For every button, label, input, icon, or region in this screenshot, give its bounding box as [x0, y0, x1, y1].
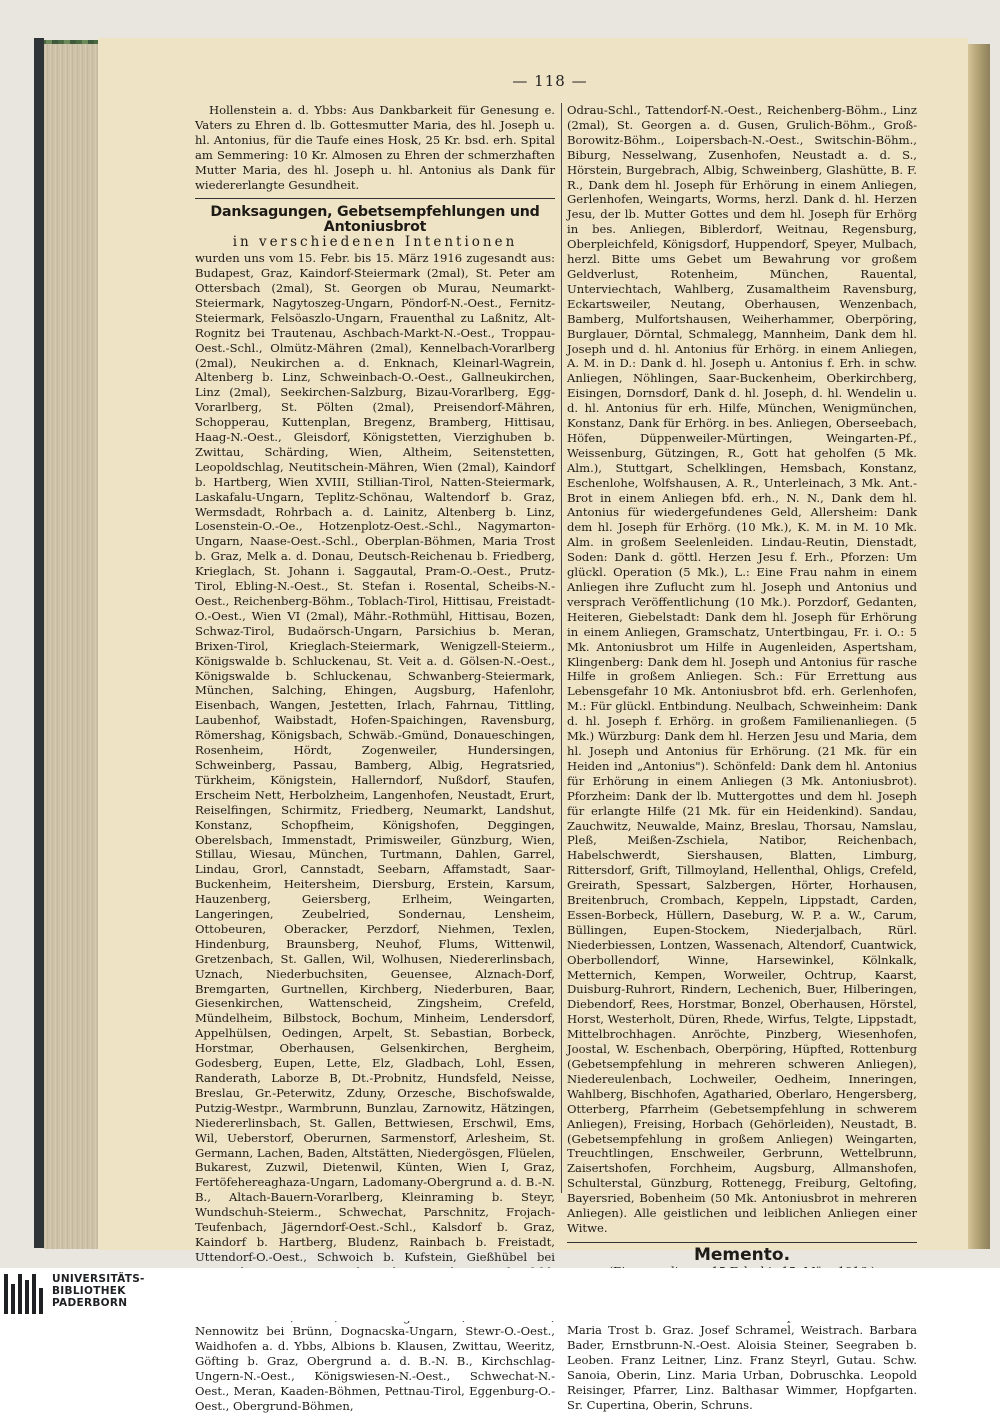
column-divider	[561, 103, 562, 1193]
library-logo-icon	[4, 1274, 48, 1314]
donor-list-continued: Odrau-Schl., Tattendorf-N.-Oest., Reichenberg-Böhm., Linz (2mal), St. Georgen a. d. Gusen, Grulich-Böhm., Groß-Borowitz-Böhm., Loipersbach-N.-Oest., Switschin-Böhm., Biburg, Nesselwang, Zusenhofen, Neustadt a. d. S., Hörstein, Burgebrach, Albig, Schweinberg, Glashütte, B. F. R., Dank dem hl. Joseph für Erhörung in einem Anliegen, Gerlenhofen, Weingarts, Worms, herzl. Dank d. hl. Herzen Jesu, der lb. Mutter Gottes und dem hl. Joseph für Erhörg in bes. Anliegen, Biblerdorf, Weitnau, Regensburg, Oberpleichfeld, Königsdorf, Huppendorf, Speyer, Mulbach, herzl. Bitte ums Gebet um Bewahrung vor großem Geldverlust, Rotenheim, München, Rauental, Unterviechtach, Wahlberg, Zusamaltheim Ravensburg, Eckartsweiler, Neutang, Oberhausen, Wenzenbach, Bamberg, Mulfortshausen, Weiherhammer, Oberpöring, Burglauer, Dörntal, Schmalegg, Mannheim, Dank dem hl. Joseph und d. hl. Antonius für Erhörg. in einem Anliegen, A. M. in D.: Dank d. hl. Joseph u. Antonius f. Erh. in schw. Anliegen, Nöhlingen, Saar-Buckenheim, Oberkirchberg, Eisingen, Dornsdorf, Dank d. hl. Joseph, d. hl. Wendelin u. d. hl. Antonius für erh. Hilfe, München, Wenigmünchen, Konstanz, Dank für Erhörg. in bes. Anliegen, Oberseebach, Höfen, Düppenweiler-Mürtingen, Weingarten-Pf., Weissenburg, Gützingen, R., Gott hat geholfen (5 Mk. Alm.), Stuttgart, Schelklingen, Hemsbach, Konstanz, Eschenlohe, Wolfshausen, A. R., Unterleinach, 3 Mk. Ant.-Brot in einem Anliegen bfd. erh., N. N., Dank dem hl. Antonius für wiedergefundenes Geld, Allersheim: Dank dem hl. Joseph für Erhörg. (10 Mk.), K. M. in M. 10 Mk. Alm. in großem Seelenleiden. Lindau-Reutin, Dienstadt, Soden: Dank d. göttl. Herzen Jesu f. Erh., Pforzen: Um glückl. Operation (5 Mk.), L.: Eine Frau nahm in einem Anliegen ihre Zuflucht zum hl. Joseph und Antonius und versprach Veröffentlichung (10 Mk.). Porzdorf, Gedanten, Heiteren, Giebelstadt: Dank dem hl. Joseph für Erhörung in einem Anliegen, Gramschatz, Untertbingau, Fr. i. O.: 5 Mk. Antoniusbrot um Hilfe in Augenleiden, Aspertsham, Klingenberg: Dank dem hl. Joseph und Antonius für rasche Hilfe in großem Anliegen. Sch.: Für Errettung aus Lebensgefahr 10 Mk. Antoniusbrot bfd. erh. Gerlenhofen, M.: Für glückl. Entbindung. Neulbach, Schweinheim: Dank d. hl. Joseph f. Erhörg. in großem Familienanliegen. (5 Mk.) Würzburg: Dank dem hl. Herzen Jesu und Maria, dem hl. Joseph und Antonius für Erhörung. (21 Mk. für ein Heiden ind „Antonius"). Schönfeld: Dank dem hl. Antonius für Erhörung in einem Anliegen (3 Mk. Antoniusbrot). Pforzheim: Dank der lb. Muttergottes und dem hl. Joseph für erlangte Hilfe (21 Mk. für ein Heidenkind). Sandau, Zauchwitz, Neuwalde, Mainz, Breslau, Thorsau, Namslau, Pleß, Meißen-Zschiela, Natibor, Reichenbach, Habelschwerdt, Siershausen, Blatten, Limburg, Rittersdorf, Grift, Tillmoyland, Hellenthal, Ohligs, Crefeld, Greirath, Spessart, Salzbergen, Hörter, Horhausen, Breitenbruch, Crombach, Keppeln, Lippstadt, Carden, Essen-Borbeck, Hüllern, Daseburg, W. P. a. W., Carum, Büllingen, Eupen-Stockem, Niederjalbach, Rürl. Niederbiessen, Lontzen, Wassenach, Altendorf, Cuantwick, Oberbollendorf, Winne, Harsewinkel, Kölnkalk, Metternich, Kempen, Worweiler, Ochtrup, Kaarst, Duisburg-Ruhrort, Rindern, Lechenich, Buer, Hilberingen, Diebendorf, Rees, Horstmar, Bonzel, Oberhausen, Hörstel, Horst, Westerholt, Düren, Rhede, Wirfus, Telgte, Lippstadt, Mittelbrochhagen. Anröchte, Pinzberg, Wiesenhofen, Joostal, W. Eschenbach, Oberpöring, Hüpfted, Rottenburg (Gebetsempfehlung in mehreren schweren Anliegen), Niedereulenbach, Lochweiler, Oedheim, Inneringen, Wahlberg, Bischhofen, Agatharied, Oberlaro, Hengersberg, Otterberg, Pfarrheim (Gebetsempfehlung in schwerem Anliegen), Freising, Horbach (Gehörleiden), Neustadt, B. (Gebetsempfehlung in großem Anliegen) Weingarten, Treuchtlingen, Enschweiler, Gerbrunn, Wettelbrunn, Zaisertshofen, Forchheim, Augsburg, Allmanshofen, Schulterstal, Günzburg, Rottenegg, Freiburg, Geltofing, Bayersried, Bobenheim (50 Mk. Antoniusbrot in mehreren Anliegen). Alle geistlichen und leiblichen Anliegen einer Witwe.	[567, 103, 917, 1235]
page-number: — 118 —	[512, 72, 588, 90]
page-stack-edges	[44, 44, 98, 1249]
logo-line-1: UNIVERSITÄTS-	[52, 1273, 145, 1285]
donor-list-text: wurden uns vom 15. Febr. bis 15. März 1916 zugesandt aus: Budapest, Graz, Kaindorf-Steiermark (2mal), St. Peter am Ottersbach (2mal), St. Georgen ob Murau, Neumarkt-Steiermark, Nagytoszeg-Ungarn, Pöndorf-N.-Oest., Fernitz-Steiermark, Felsöaszlo-Ungarn, Frauenthal zu Laßnitz, Alt-Rognitz bei Trautenau, Aschbach-Markt-N.-Oest., Troppau-Oest.-Schl., Olmütz-Mähren (2mal), Kennelbach-Vorarlberg (2mal), Neukirchen a. d. Enknach, Kleinarl-Wagrein, Altenberg b. Linz, Schweinbach-O.-Oest., Gallneukirchen, Linz (2mal), Seekirchen-Salzburg, Bizau-Vorarlberg, Egg-Vorarlberg, St. Pölten (2mal), Preisendorf-Mähren, Schopperau, Kuttenplan, Bregenz, Bramberg, Hittisau, Haag-N.-Oest., Gleisdorf, Königstetten, Vierzighuben b. Zwittau, Schärding, Wien, Altheim, Seitenstetten, Leopoldschlag, Neutitschein-Mähren, Wien (2mal), Kaindorf b. Hartberg, Wien XVIII, Stillian-Tirol, Natten-Steiermark, Laskafalu-Ungarn, Teplitz-Schönau, Waltendorf b. Graz, Wermsdadt, Rohrbach a. d. Lainitz, Altenberg b. Linz, Losenstein-O.-Oe., Hotzenplotz-Oest.-Schl., Nagymarton-Ungarn, Naase-Oest.-Schl., Oberplan-Böhmen, Maria Trost b. Graz, Melk a. d. Donau, Deutsch-Reichenau b. Friedberg, Krieglach, St. Johann i. Saggautal, Pram-O.-Oest., Prutz-Tirol, Ebling-N.-Oest., St. Stefan i. Rosental, Scheibs-N.-Oest., Reichenberg-Böhm., Toblach-Tirol, Hittisau, Freistadt-O.-Oest., Wien VI (2mal), Mähr.-Rothmühl, Hittisau, Bozen, Schwaz-Tirol, Budaörsch-Ungarn, Parsichius b. Meran, Brixen-Tirol, Krieglach-Steiermark, Wenigzell-Steierm., Königswalde b. Schluckenau, St. Veit a. d. Gölsen-N.-Oest., Königswalde b. Schluckenau, Schwanberg-Steiermark, München, Salching, Ehingen, Augsburg, Hafenlohr, Eisenbach, Wangen, Jestetten, Irlach, Fahrnau, Tittling, Laubenhof, Waibstadt, Hofen-Spaichingen, Ravensburg, Römershag, Königsbach, Schwäb.-Gmünd, Donaueschingen, Rosenheim, Hördt, Zogenweiler, Hundersingen, Schweinberg, Passau, Bamberg, Albig, Hegratsried, Türkheim, Königstein, Hallerndorf, Nußdorf, Staufen, Erscheim Nett, Herbolzheim, Langenhofen, Neustadt, Erurt, Reiselfingen, Schirmitz, Friedberg, Neumarkt, Landshut, Konstanz, Schopfheim, Königshofen, Deggingen, Oberelsbach, Immenstadt, Primisweiler, Günzburg, Wien, Stillau, Wiesau, München, Turtmann, Dahlen, Garrel, Lindau, Grorl, Cannstadt, Seebarn, Affamstadt, Saar-Buckenheim, Heitersheim, Diersburg, Erstein, Karsum, Hauzenberg, Geiersberg, Erlheim, Weingarten, Langeringen, Zeubelried, Sondernau, Lensheim, Ottobeuren, Oberacker, Perzdorf, Niehmen, Texlen, Hindenburg, Braunsberg, Neuhof, Flums, Wittenwil, Gretzenbach, St. Gallen, Wil, Wolhusen, Niedererlinsbach, Uznach, Niederbuchsiten, Geuensee, Alznach-Dorf, Bremgarten, Gurtnellen, Kirchberg, Niederburen, Baar, Giesenkirchen, Wattenscheid, Zingsheim, Crefeld, Mündelheim, Bilbstock, Bochum, Minheim, Lendersdorf, Appelhülsen, Oedingen, Arpelt, St. Sebastian, Borbeck, Horstmar, Oberhausen, Gelsenkirchen, Bergheim, Godesberg, Eupen, Lette, Elz, Gladbach, Lohl, Essen, Randerath, Laborze B, Dt.-Probnitz, Hundsfeld, Neisse, Breslau, Gr.-Peterwitz, Zduny, Orzesche, Bischofswalde, Putzig-Westpr., Warmbrunn, Bunzlau, Zarnowitz, Hätzingen, Niedererlinsbach, St. Gallen, Bettwiesen, Erschwil, Ems, Wil, Ueberstorf, Oberurnen, Sarmenstorf, Arlesheim, St. Germann, Lachen, Baden, Altstätten, Niedergösgen, Flüelen, Bukarest, Zuzwil, Dietenwil, Künten, Wien I, Graz, Fertöfehereaghaza-Ungarn, Ladomany-Obergrund a. d. B.-N. B., Altach-Bauern-Vorarlberg, Kleinraming b. Steyr, Wundschuh-Steierm., Schwechat, Parschnitz, Frojach-Teufenbach, Jägerndorf-Oest.-Schl., Kalsdorf b. Graz, Kaindorf b. Hartberg, Bludenz, Rainbach b. Freistadt, Uttendorf-O.-Oest., Schwoich b. Kufstein, Gießhübel bei Nennowitz bei Brünn, Dognacska-Ungarn, Stewr-O.-Oest., Waidhofen a. d. Ybbs, Albions b. Klausen, Zwittau, Weeritz, Göfting b. Graz, Obergrund a. d. B.-N. B., Kirchschlag-Ungern-N.-Oest., Königswiesen-N.-Oest., Schwechat-N.-Oest., Meran, Kaaden-Böhmen, Pettnau-Tirol, Eggenburg-O.-Oest., Obergrund-Böhmen,	[195, 251, 555, 1413]
footer-bar	[0, 1268, 1000, 1321]
section-heading: Danksagungen, Gebetsempfehlungen und Antoniusbrot	[195, 198, 555, 235]
intro-paragraph: Hollenstein a. d. Ybbs: Aus Dankbarkeit für Genesung e. Vaters zu Ehren d. lb. Gottesmutter Maria, des hl. Joseph u. hl. Antonius, für die Taufe eines Hosk, 25 Kr. bsd. erh. Spital am Semmering: 10 Kr. Almosen zu Ehren der schmerzhaften Mutter Maria, des hl. Joseph u. hl. Antonius als Dank für wiedererlangte Gesundheit.	[195, 103, 555, 192]
logo-line-3: PADERBORN	[52, 1297, 128, 1309]
left-column	[195, 103, 555, 1414]
book-cover-right	[968, 44, 990, 1249]
library-logo-text	[52, 1273, 145, 1309]
book-spine	[34, 38, 44, 1248]
memento-title: Memento.	[693, 1244, 791, 1265]
logo-line-2: BIBLIOTHEK	[52, 1285, 126, 1297]
memento-text: Maria Trost b. Graz. Josef Schramel, Weistrach. Barbara Bader, Ernstbrunn-N.-Oest. Aloisia Steiner, Seegraben b. Leoben. Franz Leitner, Linz. Franz Steyrl, Gutau. Schw. Sanoia, Oberin, Linz. Maria Urban, Dobruschka. Leopold Reisinger, Pfarrer, Linz. Balthasar Wimmer, Hopfgarten. Sr. Cupertina, Oberin, Schruns.	[567, 1323, 917, 1412]
right-column	[567, 103, 917, 1413]
memento-divider	[567, 1242, 917, 1243]
section-subheading: in verschiedenen Intentionen	[232, 234, 518, 251]
